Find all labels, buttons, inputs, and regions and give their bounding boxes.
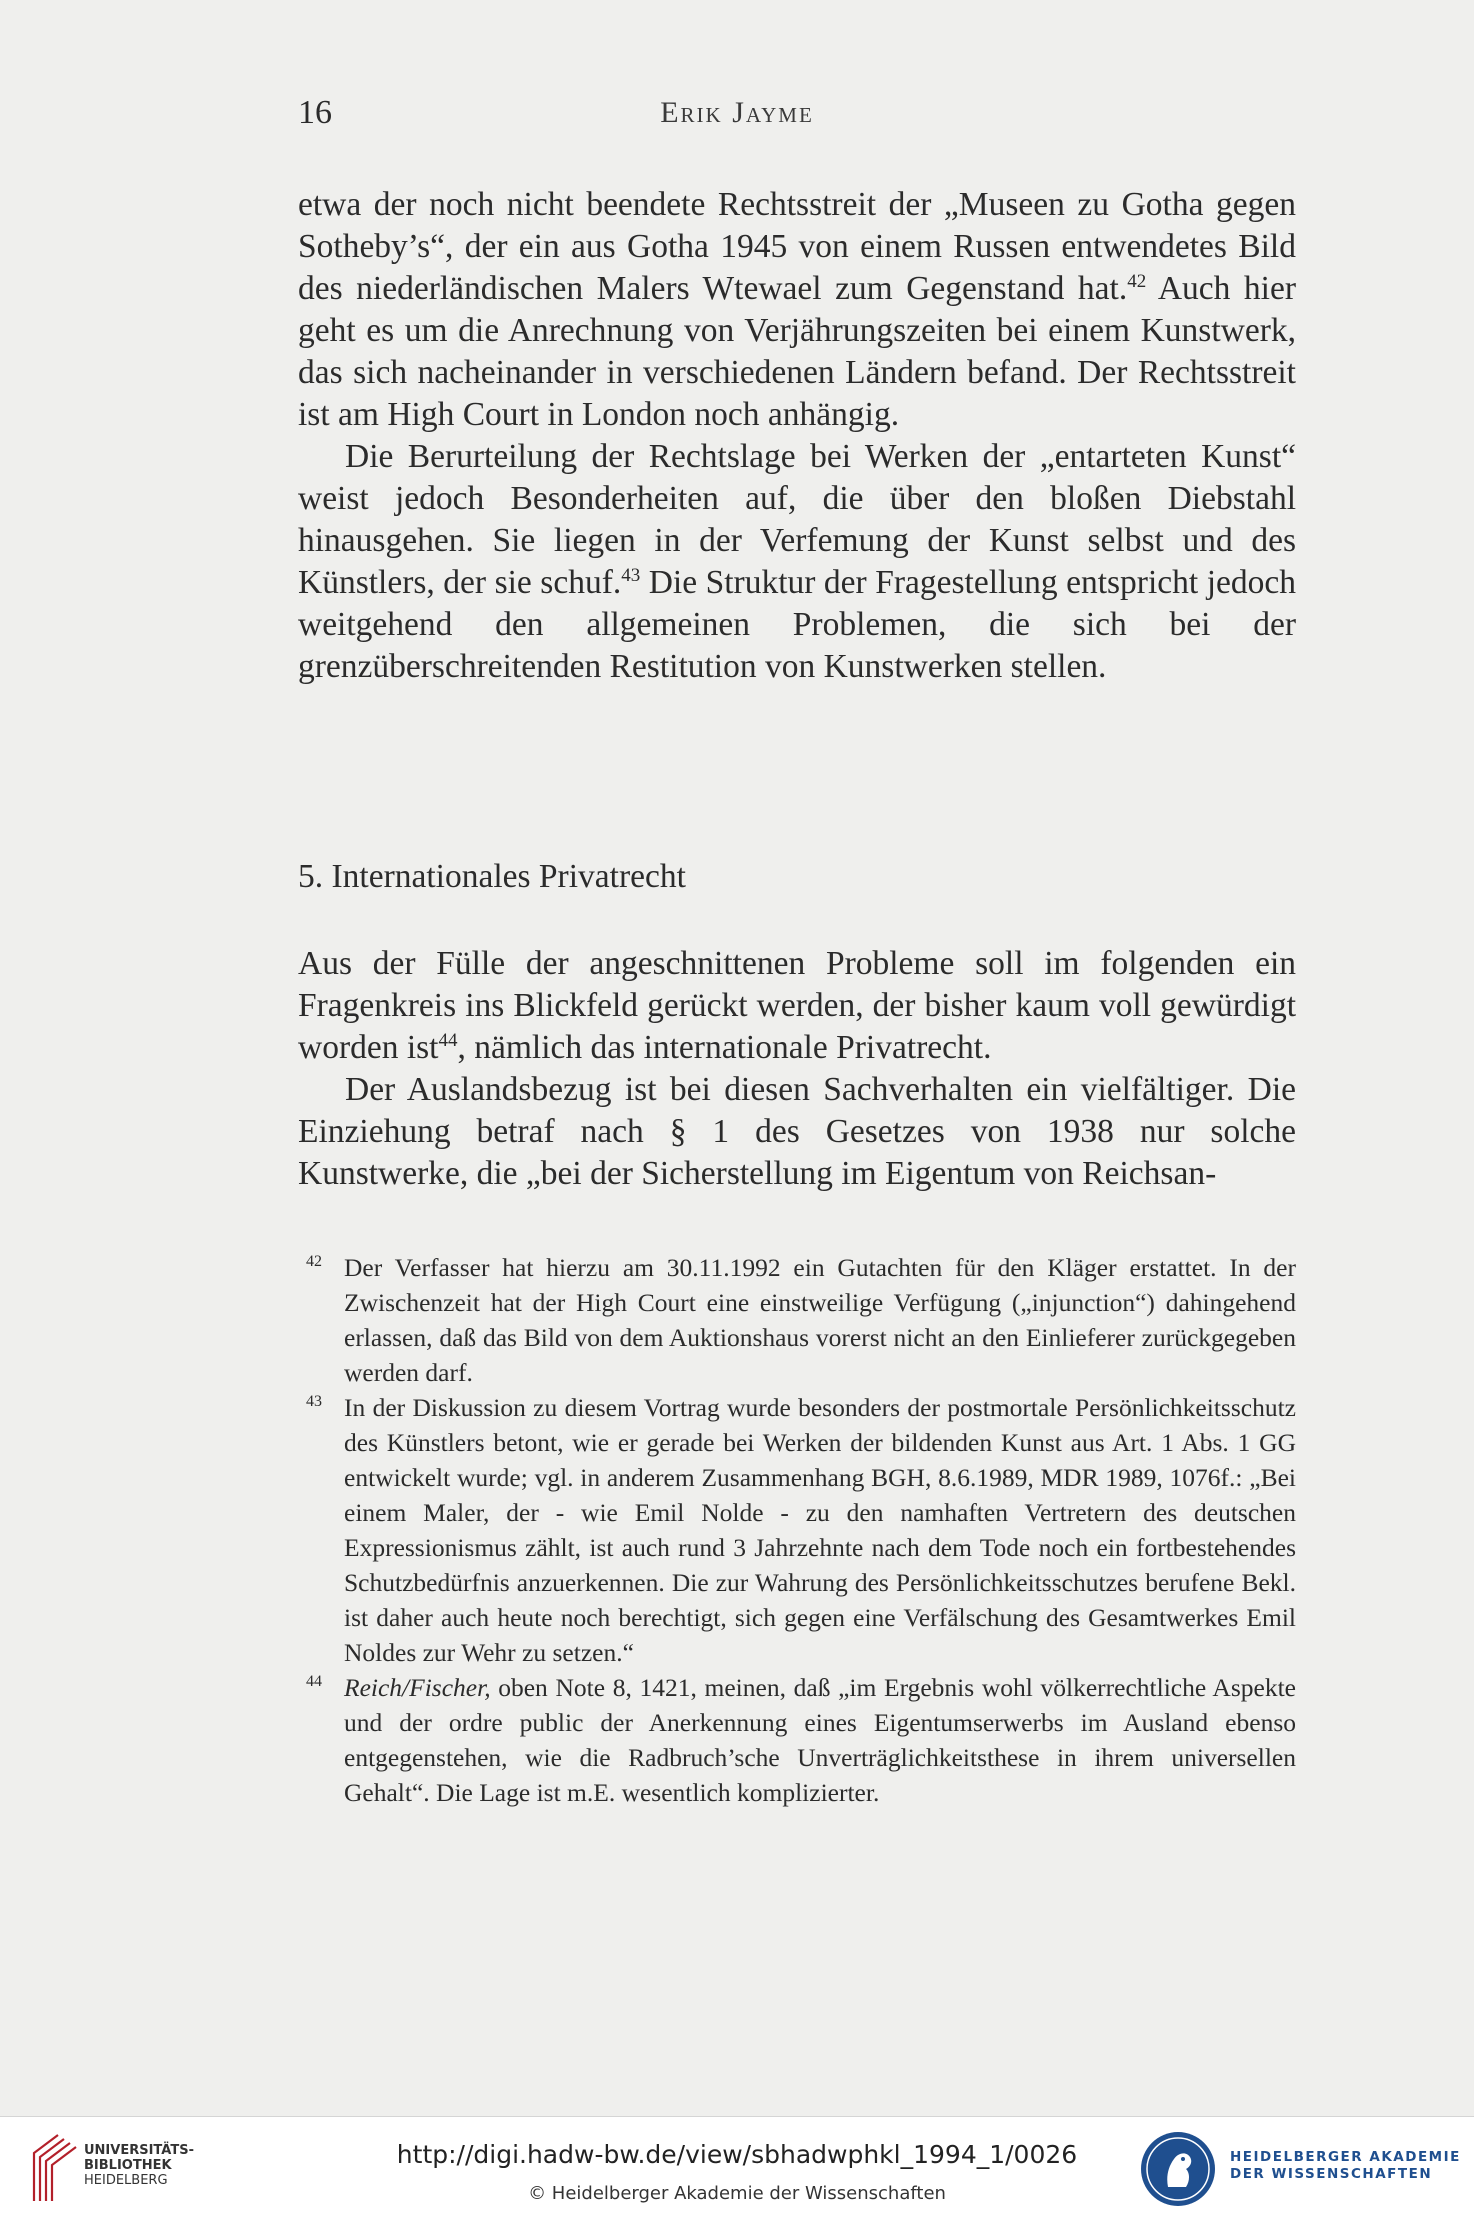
footnote-text: Reich/Fischer, oben Note 8, 1421, meinen, daß „im Ergebnis wohl völkerrechtliche Aspekte und der ordre public der Anerkennung eines Eigentumserwerbs im Ausland ebenso entgegenstehen, wie die Radbruch’sche Unverträglichkeitsthese in ihrem universellen Gehalt“. Die Lage ist m.E. wesentlich komplizierter. [344, 1673, 1296, 1807]
paragraph: Die Berurteilung der Rechtslage bei Werken der „entarteten Kunst“ weist jedoch Besonderheiten auf, die über den bloßen Diebstahl hinausgehen. Sie liegen in der Verfemung der Kunst selbst und des Künstlers, der sie schuf.$^{43}$ Die Struktur der Fragestellung entspricht jedoch weitgehend den allgemeinen Problemen, die sich bei der grenzüberschreitenden Restitution von Kunstwerken stellen. [298, 438, 1296, 685]
footnote-44 [298, 1670, 1296, 1810]
body-text-block-2 [298, 943, 1296, 1195]
permalink-url[interactable]: http://digi.hadw-bw.de/view/sbhadwphkl_1994_1/0026 [396, 2140, 1078, 2169]
footnotes [298, 1250, 1296, 1810]
footnote-number: 43 [306, 1393, 322, 1410]
paragraph: Der Auslandsbezug ist bei diesen Sachverhalten ein vielfältiger. Die Einziehung betraf nach § 1 des Gesetzes von 1938 nur solche Kunstwerke, die „bei der Sicherstellung im Eigentum von Reichsan- [298, 1071, 1296, 1192]
author-citation: Reich/Fischer, [344, 1673, 491, 1702]
footnote-ref-42[interactable]: 42 [1127, 270, 1147, 292]
academy-seal-icon[interactable] [1138, 2129, 1218, 2209]
footnote-text: In der Diskussion zu diesem Vortrag wurde besonders der postmortale Persönlichkeitsschutz des Künstlers betont, wie er gerade bei Werken der bildenden Kunst aus Art. 1 Abs. 1 GG entwickelt wurde; vgl. in anderem Zusammenhang BGH, 8.6.1989, MDR 1989, 1076f.: „Bei einem Maler, der - wie Emil Nolde - zu den namhaften Vertretern des deutschen Expressionismus zählt, ist auch rund 3 Jahrzehnte nach dem Tode noch ein fortbestehendes Schutzbedürfnis anzuerkennen. Die zur Wahrung des Persönlichkeitsschutzes berufene Bekl. ist daher auch heute noch berechtigt, sich gegen eine Verfälschung des Gesamtwerkes Emil Noldes zur Wehr zu setzen.“ [344, 1393, 1296, 1667]
academy-name: HEIDELBERGER AKADEMIE DER WISSENSCHAFTEN [1230, 2149, 1461, 2182]
page-number: 16 [298, 94, 332, 131]
footnote-42 [298, 1250, 1296, 1390]
footnote-ref-44[interactable]: 44 [438, 1029, 458, 1051]
section-heading: 5. Internationales Privatrecht [298, 858, 686, 895]
footnote-number: 44 [306, 1673, 322, 1690]
viewer-footer [0, 2116, 1474, 2219]
paragraph: etwa der noch nicht beendete Rechtsstreit der „Museen zu Gotha gegen Sotheby’s“, der ein aus Gotha 1945 von einem Russen entwendetes Bild des niederländischen Malers Wtewael zum Gegenstand hat.$^{42}$ Auch hier geht es um die Anrechnung von Verjährungszeiten bei einem Kunstwerk, das sich nacheinander in verschiedenen Ländern befand. Der Rechtsstreit ist am High Court in London noch anhängig. [298, 186, 1296, 433]
footnote-number: 42 [306, 1253, 322, 1270]
body-text-block-1 [298, 184, 1296, 688]
copyright-notice: © Heidelberger Akademie der Wissenschaften [528, 2183, 946, 2204]
footnote-ref-43[interactable]: 43 [621, 564, 641, 586]
footnote-text: Der Verfasser hat hierzu am 30.11.1992 ein Gutachten für den Kläger erstattet. In der Zwischenzeit hat der High Court eine einstweilige Verfügung („injunction“) dahingehend erlassen, daß das Bild von dem Auktionshaus vorerst nicht an den Einlieferer zurückgegeben werden darf. [344, 1253, 1296, 1387]
running-head: Erik Jayme [660, 96, 814, 129]
ub-heidelberg-name: UNIVERSITÄTS- BIBLIOTHEK HEIDELBERG [84, 2143, 194, 2188]
footnote-43 [298, 1390, 1296, 1670]
paragraph: Aus der Fülle der angeschnittenen Probleme soll im folgenden ein Fragenkreis ins Blickfeld gerückt werden, der bisher kaum voll gewürdigt worden ist$^{44}$, nämlich das internationale Privatrecht. [298, 945, 1296, 1066]
